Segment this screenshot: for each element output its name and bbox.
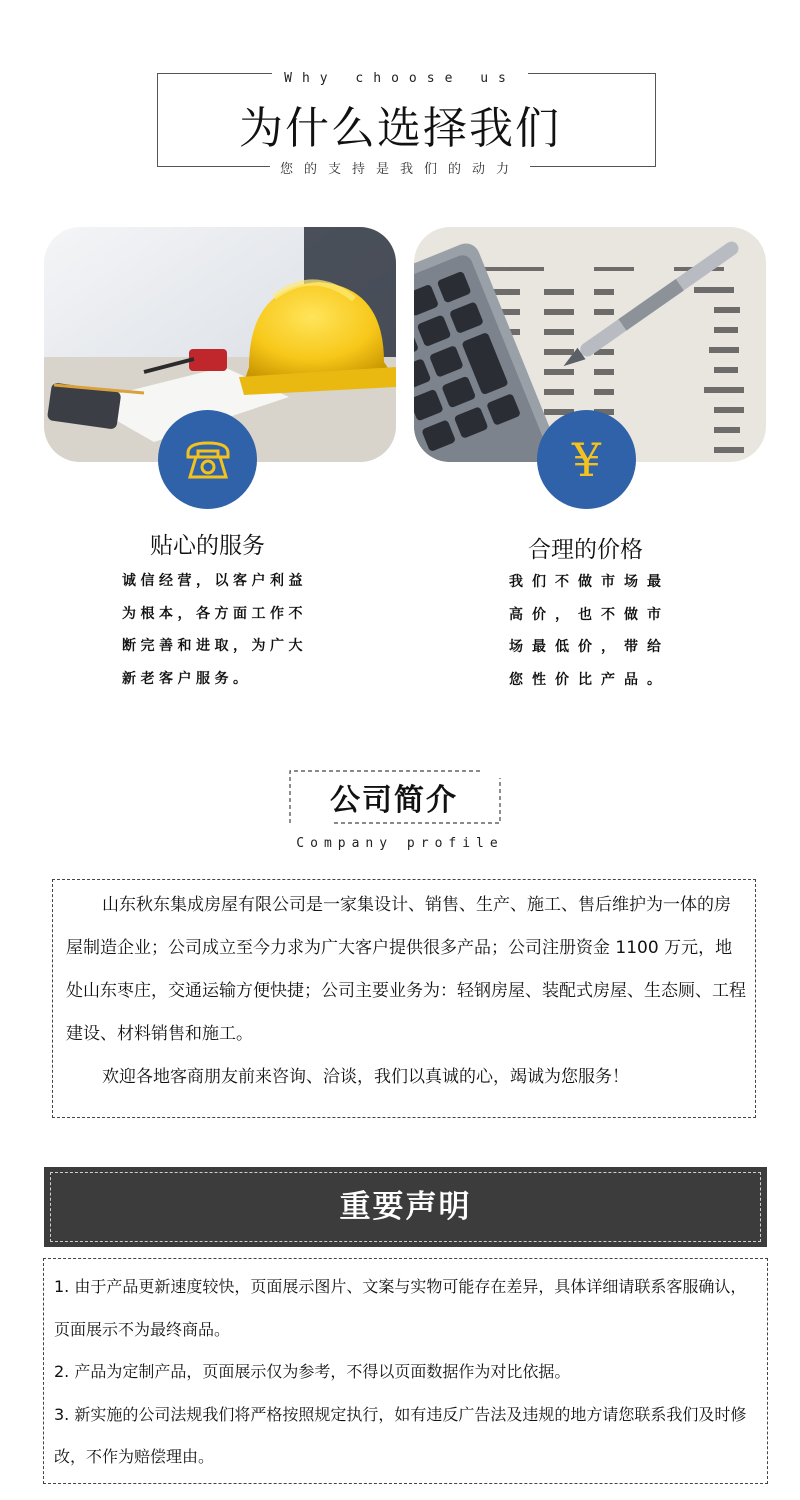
telephone-icon-circle [158,410,257,509]
telephone-icon [184,439,232,481]
notice-item: 1. 由于产品更新速度较快，页面展示图片、文案与实物可能存在差异，具体详细请联系客服确认，页面展示不为最终商品。 [54,1277,747,1339]
why-choose-us-title: 为什么选择我们 [239,103,561,154]
feature-text-price: 我们不做市场最高价，也不做市场最低价，带给您性价比产品。 [509,574,670,688]
yen-icon: ¥ [571,432,602,487]
notice-list [54,1266,758,1479]
notice-title: 重要声明 [339,1189,472,1225]
feature-text-service: 诚信经营，以客户利益为根本，各方面工作不断完善和进取，为广大新老客户服务。 [122,573,307,687]
feature-title-price: 合理的价格 [528,537,643,563]
company-profile-paragraph-1: 山东秋东集成房屋有限公司是一家集设计、销售、生产、施工、售后维护为一体的房屋制造企业；公司成立至今力求为广大客户提供很多产品；公司注册资金 1100 万元，地处山东枣庄，交通运输方便快捷；公司主要业务为：轻钢房屋、装配式房屋、生态厕、工程建设、材料销售和施工。 [66,895,746,1044]
yen-icon-circle [537,410,636,509]
company-profile-english: Company profile [296,836,504,851]
why-choose-us-subtitle: 您的支持是我们的动力 [270,162,530,177]
notice-item: 2. 产品为定制产品，页面展示仅为参考，不得以页面数据作为对比依据。 [54,1362,571,1381]
why-choose-us-english: Why choose us [272,71,528,86]
feature-title-service: 贴心的服务 [150,533,265,559]
notice-item: 3. 新实施的公司法规我们将严格按照规定执行，如有违反广告法及违规的地方请您联系我们及时修改，不作为赔偿理由。 [54,1404,747,1466]
company-profile-paragraph-2: 欢迎各地客商朋友前来咨询、洽谈，我们以真诚的心，竭诚为您服务！ [102,1067,629,1087]
company-profile-title: 公司简介 [330,783,458,818]
